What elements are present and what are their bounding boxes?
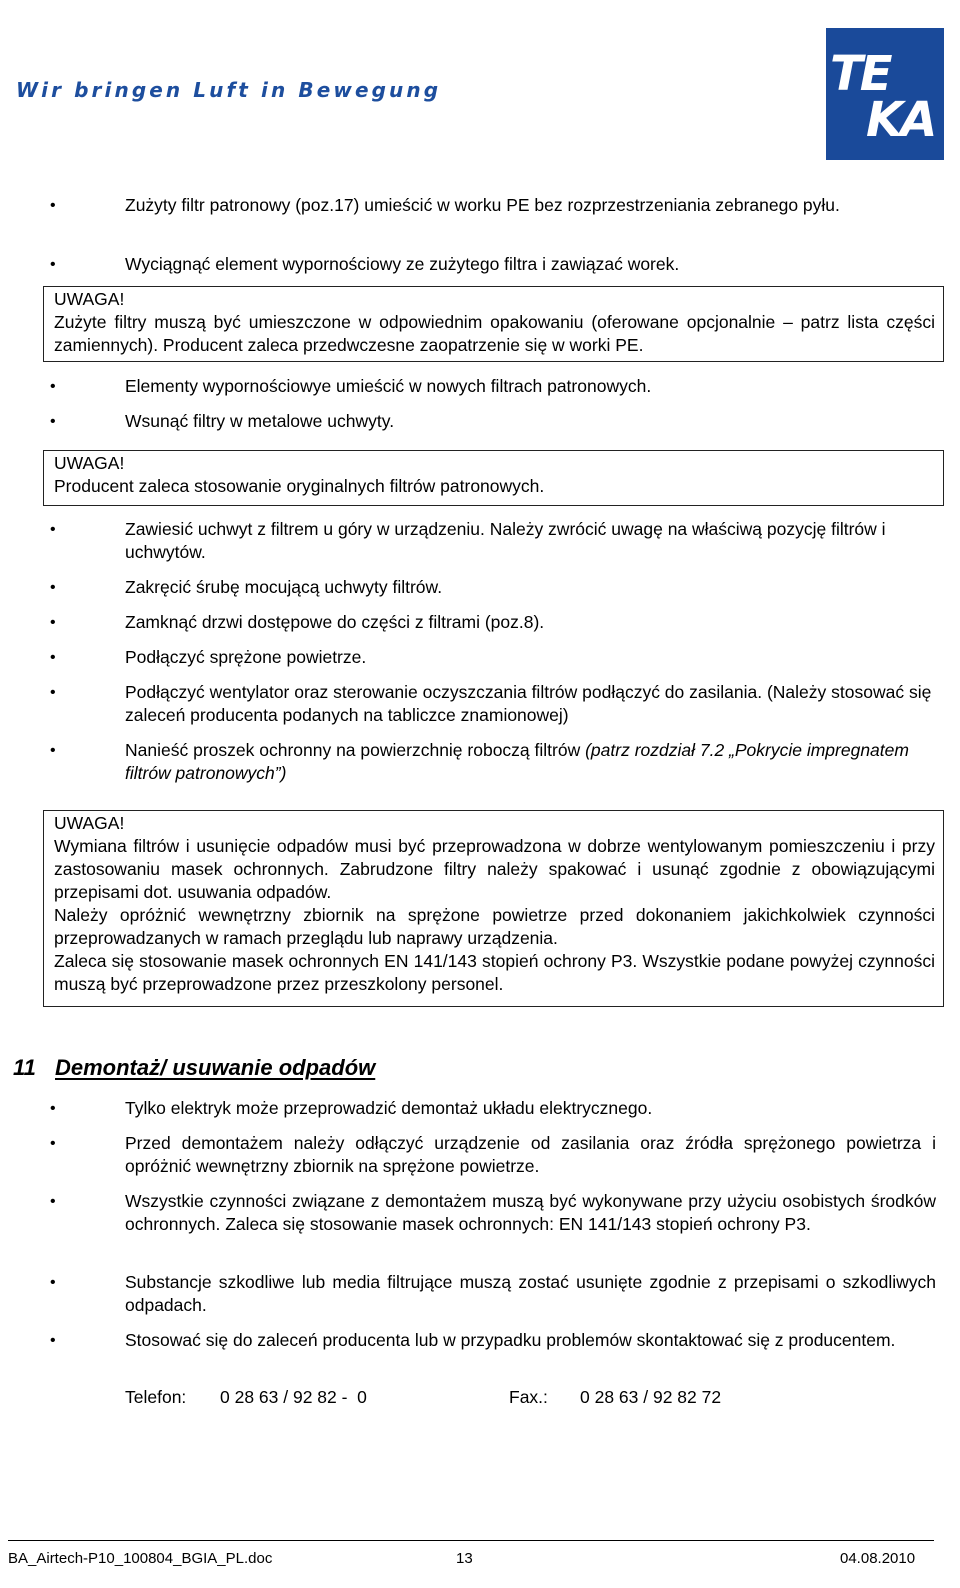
warning-title: UWAGA!: [54, 813, 125, 833]
phone-number: 0 28 63 / 92 82 - 0: [220, 1387, 367, 1407]
bullet-icon: •: [50, 378, 56, 395]
section-title: Demontaż/ usuwanie odpadów: [55, 1055, 376, 1080]
footer-filename: BA_Airtech-P10_100804_BGIA_PL.doc: [8, 1550, 273, 1567]
footer-page-number: 13: [456, 1550, 473, 1567]
warning-paragraph: Zaleca się stosowanie masek ochronnych EN 141/143 stopień ochrony P3. Wszystkie podane powyżej czynności muszą być przeprowadzone przez przeszkolony personel.: [54, 951, 935, 994]
bullet-icon: •: [50, 649, 56, 666]
warning-box: [43, 450, 944, 506]
phone-label: Telefon:: [125, 1387, 187, 1407]
svg-text:TE: TE: [830, 46, 890, 102]
list-item-text: Nanieść proszek ochronny na powierzchnię roboczą filtrów: [125, 740, 586, 760]
warning-title: UWAGA!: [54, 289, 125, 309]
svg-text:KA: KA: [866, 92, 935, 148]
warning-box: [43, 810, 944, 1007]
bullet-icon: •: [50, 197, 56, 214]
warning-paragraph: Należy opróżnić wewnętrzny zbiornik na sprężone powietrze przed dokonaniem jakichkolwiek czynności przeprowadzanych w ramach przeglądu lub naprawy urządzenia.: [54, 905, 935, 948]
section-number: 11: [13, 1055, 36, 1080]
footer-date: 04.08.2010: [840, 1550, 916, 1567]
warning-title: UWAGA!: [54, 453, 125, 473]
bullet-icon: •: [50, 579, 56, 596]
bullet-icon: •: [50, 413, 56, 430]
bullet-icon: •: [50, 684, 56, 701]
teka-logo: [826, 28, 944, 160]
bullet-icon: •: [50, 1274, 56, 1291]
chapter-reference: (patrz rozdział 7.2 „Pokrycie impregnatem filtrów patronowych”): [125, 740, 909, 783]
bullet-icon: •: [50, 1100, 56, 1117]
bullet-icon: •: [50, 1332, 56, 1349]
footer-divider: [8, 1540, 934, 1541]
bullet-icon: •: [50, 1135, 56, 1152]
bullet-icon: •: [50, 742, 56, 759]
warning-box: [43, 286, 944, 362]
bullet-icon: •: [50, 614, 56, 631]
fax-number: 0 28 63 / 92 82 72: [580, 1387, 722, 1407]
bullet-icon: •: [50, 521, 56, 538]
warning-paragraph: Wymiana filtrów i usunięcie odpadów musi być przeprowadzona w dobrze wentylowanym pomieszczeniu i przy zastosowaniu masek ochronnych. Zabrudzone filtry należy spakować i usunąć zgodnie z obowiązującymi przepisami dot. usuwania odpadów.: [54, 836, 935, 902]
fax-label: Fax.:: [509, 1387, 548, 1407]
bullet-icon: •: [50, 256, 56, 273]
warning-text: Zużyte filtry muszą być umieszczone w odpowiednim opakowaniu (oferowane opcjonalnie – patrz lista części zamiennych). Producent zaleca przedwczesne zaopatrzenie się w worki PE.: [54, 312, 935, 355]
bullet-icon: •: [50, 1193, 56, 1210]
header-slogan: Wir bringen Luft in Bewegung: [16, 78, 442, 102]
warning-text: Producent zaleca stosowanie oryginalnych filtrów patronowych.: [54, 476, 545, 496]
